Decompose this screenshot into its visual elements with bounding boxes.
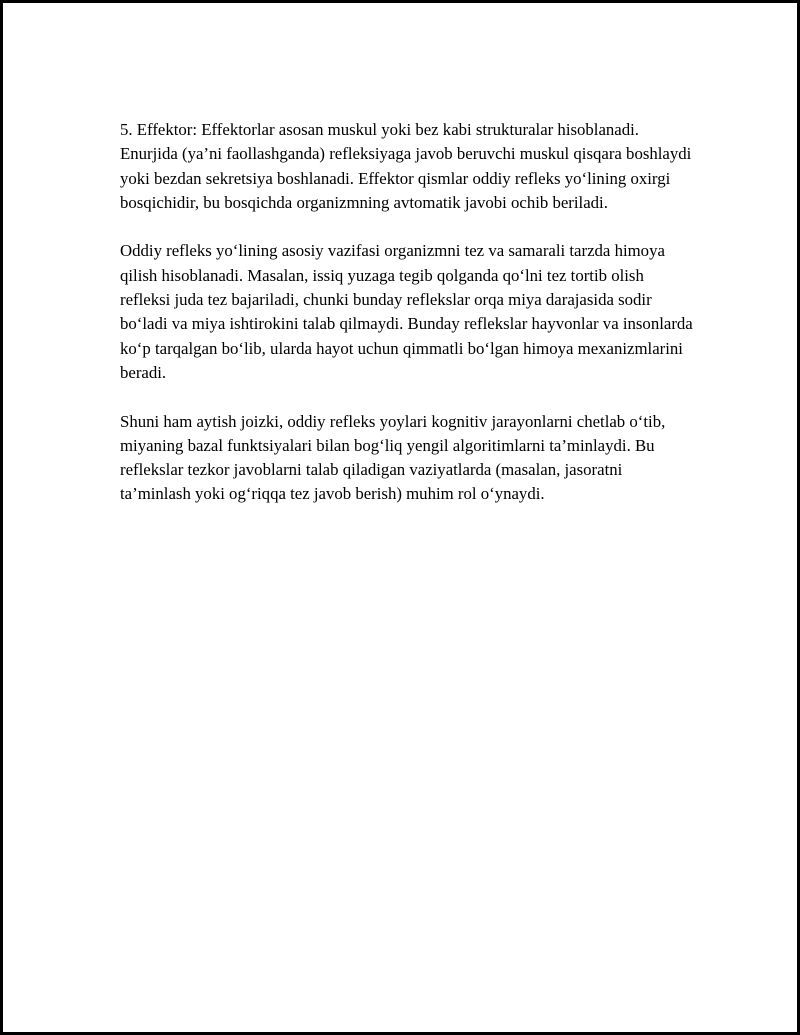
document-body <box>120 118 695 531</box>
paragraph-reflex-function: Oddiy refleks yo‘lining asosiy vazifasi organizmni tez va samarali tarzda himoya qilish hisoblanadi. Masalan, issiq yuzaga tegib qolganda qo‘lni tez tortib olish refleksi juda tez bajariladi, chunki bunday reflekslar orqa miya darajasida sodir bo‘ladi va miya ishtirokini talab qilmaydi. Bunday reflekslar hayvonlar va insonlarda ko‘p tarqalgan bo‘lib, ularda hayot uchun qimmatli bo‘lgan himoya mexanizmlarini beradi. <box>120 241 693 382</box>
paragraph-reflex-arcs: Shuni ham aytish joizki, oddiy refleks yoylari kognitiv jarayonlarni chetlab o‘tib, miyaning bazal funktsiyalari bilan bog‘liq yengil algoritimlarni ta’minlaydi. Bu reflekslar tezkor javoblarni talab qiladigan vaziyatlarda (masalan, jasoratni ta’minlash yoki og‘riqqa tez javob berish) muhim rol o‘ynaydi. <box>120 411 666 504</box>
paragraph-effektor: 5. Effektor: Effektorlar asosan muskul yoki bez kabi strukturalar hisoblanadi. Enurjida (ya’ni faollashganda) refleksiyaga javob beruvchi muskul qisqara boshlaydi yoki bezdan sekretsiya boshlanadi. Effektor qismlar oddiy refleks yo‘lining oxirgi bosqichidir, bu bosqichda organizmning avtomatik javobi ochib beriladi. <box>120 120 692 212</box>
